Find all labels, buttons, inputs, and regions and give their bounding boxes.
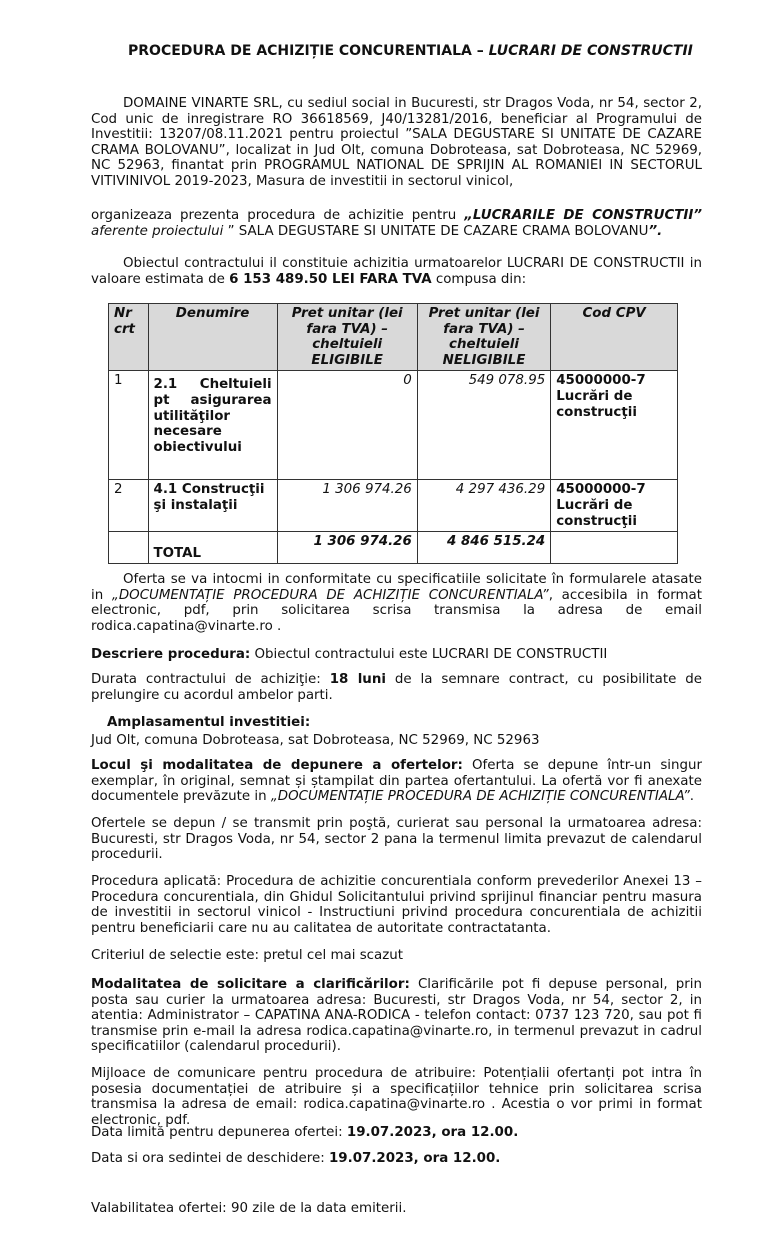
header-eligibile: Pret unitar (lei fara TVA) – cheltuieli ELIGIBILE	[277, 304, 417, 371]
cost-table	[108, 303, 678, 564]
duration-paragraph: Durata contractului de achiziţie: 18 luni de la semnare contract, cu posibilitate de prelungire cu acordul ambelor parti.	[91, 672, 702, 703]
location-text: Jud Olt, comuna Dobroteasa, sat Dobroteasa, NC 52969, NC 52963	[91, 733, 540, 748]
table-row	[109, 480, 678, 532]
offer-paragraph: Oferta se va intocmi in conformitate cu specificatiile solicitate în formularele atasate in „DOCUMENTAȚIE PROCEDURA DE ACHIZIȚIE CONCURENTIALA”, accesibila in format electronic, pdf, prin solicitarea scrisa transmisa la adresa de email rodica.capatina@vinarte.ro .	[91, 572, 702, 634]
validity-paragraph: Valabilitatea ofertei: 90 zile de la data emiterii.	[91, 1201, 407, 1216]
criterion-paragraph: Criteriul de selectie este: pretul cel mai scazut	[91, 948, 403, 963]
location-heading: Amplasamentul investitiei:	[107, 715, 311, 730]
header-cpv: Cod CPV	[551, 304, 678, 371]
header-neligibile: Pret unitar (lei fara TVA) – cheltuieli NELIGIBILE	[417, 304, 550, 371]
table-total-row	[109, 532, 678, 564]
deadline-paragraph: Data limită pentru depunerea ofertei: 19.07.2023, ora 12.00.	[91, 1125, 519, 1140]
object-paragraph: Obiectul contractului il constituie achizitia urmatoarelor LUCRARI DE CONSTRUCTII in valoare estimata de 6 153 489.50 LEI FARA TVA compusa din:	[91, 256, 702, 287]
row-neligibile: 4 297 436.29	[417, 480, 550, 532]
total-cpv	[551, 532, 678, 564]
intro-paragraph-2: organizeaza prezenta procedura de achizitie pentru „LUCRARILE DE CONSTRUCTII” aferente proiectului ” SALA DEGUSTARE SI UNITATE DE CAZARE CRAMA BOLOVANU”.	[91, 208, 702, 239]
row-cpv: 45000000-7 Lucrări de construcţii	[551, 371, 678, 480]
clarifications-paragraph: Modalitatea de solicitare a clarificărilor: Clarificările pot fi depuse personal, prin posta sau curier la urmatoarea adresa: Bucuresti, str Dragos Voda, nr 54, sector 2, in atentia: Administrator – CAPATINA ANA-RODICA - telefon contact: 0737 123 720, sau pot fi transmise prin e-mail la adresa rodica.capatina@vinarte.ro, in termenul prevazut in cadrul specificatiilor (calendarul procedurii).	[91, 977, 703, 1055]
row-denumire: 4.1 Construcţii şi instalaţii	[148, 480, 277, 532]
row-denumire: 2.1 Cheltuieli pt asigurarea utilităţilor necesare obiectivului	[148, 371, 277, 480]
description-paragraph: Descriere procedura: Obiectul contractului este LUCRARI DE CONSTRUCTII	[91, 647, 608, 662]
table-row	[109, 371, 678, 480]
row-eligibile: 1 306 974.26	[277, 480, 417, 532]
row-eligibile: 0	[277, 371, 417, 480]
opening-paragraph: Data si ora sedintei de deschidere: 19.07.2023, ora 12.00.	[91, 1151, 501, 1166]
header-denumire: Denumire	[148, 304, 277, 371]
row-neligibile: 549 078.95	[417, 371, 550, 480]
row-nr: 2	[109, 480, 149, 532]
submission-paragraph: Locul şi modalitatea de depunere a ofertelor: Oferta se depune într-un singur exemplar, în original, semnat și ștampilat din partea ofertantului. La ofertă vor fi anexate documentele prevăzute in „DOCUMENTAȚIE PROCEDURA DE ACHIZIȚIE CONCURENTIALA”.	[91, 758, 702, 805]
total-neligibile: 4 846 515.24	[417, 532, 550, 564]
row-cpv: 45000000-7 Lucrări de construcţii	[551, 480, 678, 532]
communication-paragraph: Mijloace de comunicare pentru procedura de atribuire: Potențialii ofertanți pot intra în posesia documentației de atribuire și a specificațiilor tehnice prin solicitarea scrisa transmisa la adresa de email: rodica.capatina@vinarte.ro . Acestia o vor primi in format electronic, pdf.	[91, 1066, 702, 1128]
table-header-row	[109, 304, 678, 371]
page-title: PROCEDURA DE ACHIZIȚIE CONCURENTIALA – LUCRARI DE CONSTRUCTII	[128, 43, 693, 59]
total-eligibile: 1 306 974.26	[277, 532, 417, 564]
procedure-paragraph: Procedura aplicată: Procedura de achizitie concurentiala conform prevederilor Anexei 13 – Procedura concurentiala, din Ghidul Solicitantului privind sprijinul financiar pentru masura de investitii in sectorul vinicol - Instructiuni privind procedura concurentiala de achizitii pentru beneficiarii care nu au calitatea de autoritate contractatanta.	[91, 874, 702, 936]
intro-paragraph: DOMAINE VINARTE SRL, cu sediul social in Bucuresti, str Dragos Voda, nr 54, sector 2, Cod unic de inregistrare RO 36618569, J40/13281/2016, beneficiar al Programului de Investitii: 13207/08.11.2021 pentru proiectul ”SALA DEGUSTARE SI UNITATE DE CAZARE CRAMA BOLOVANU”, localizat in Jud Olt, comuna Dobroteasa, sat Dobroteasa, NC 52969, NC 52963, finantat prin PROGRAMUL NATIONAL DE SPRIJIN AL ROMANIEI IN SECTORUL VITIVINIVOL 2019-2023, Masura de investitii in sectorul vinicol,	[91, 96, 702, 189]
sending-paragraph: Ofertele se depun / se transmit prin poştă, curierat sau personal la urmatoarea adresa: Bucuresti, str Dragos Voda, nr 54, sector 2 pana la termenul limita prevazut de calendarul procedurii.	[91, 816, 702, 863]
header-nr: Nr crt	[109, 304, 149, 371]
total-nr	[109, 532, 149, 564]
row-nr: 1	[109, 371, 149, 480]
total-label: TOTAL	[148, 532, 277, 564]
